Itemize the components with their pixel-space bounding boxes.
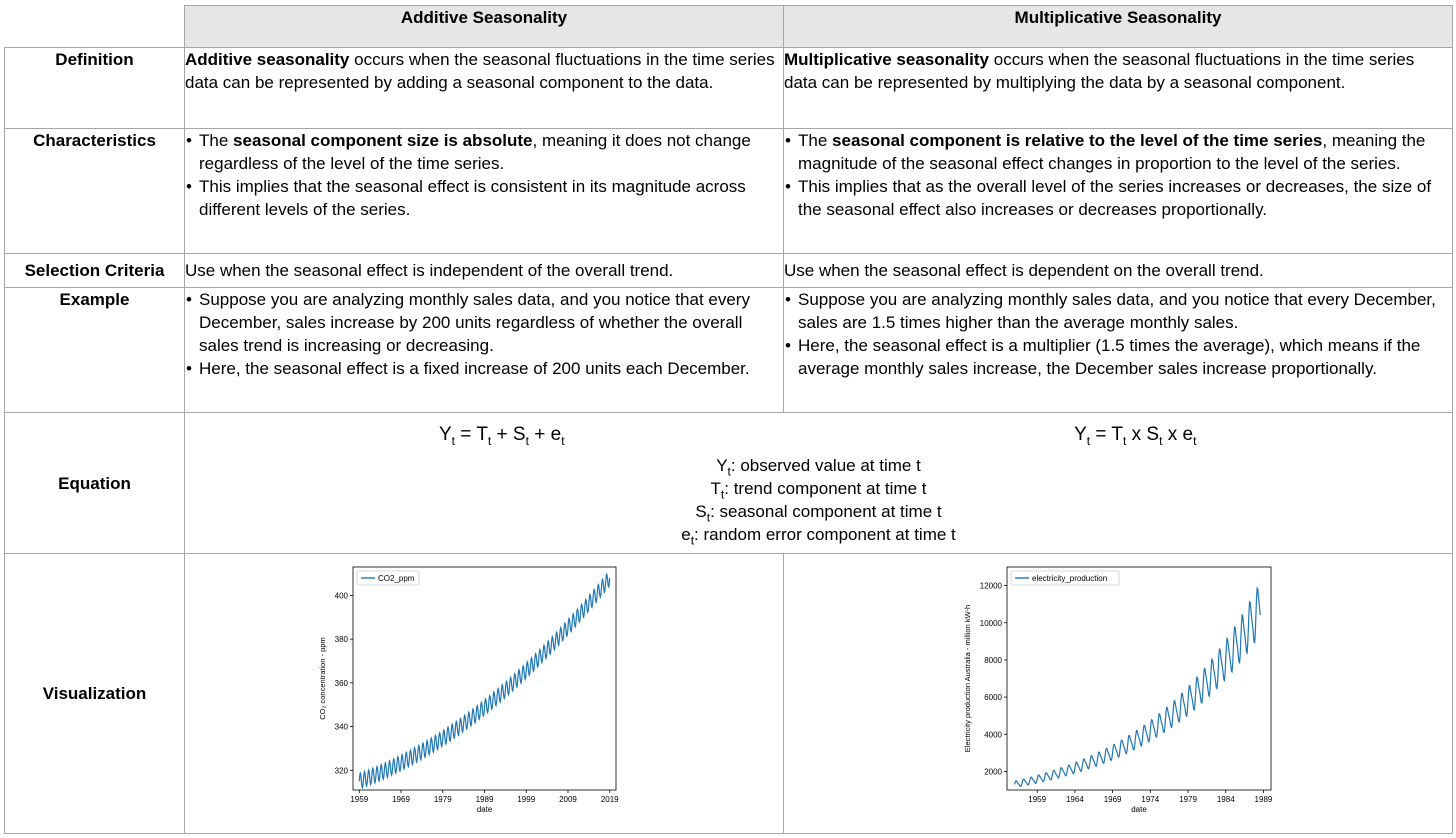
x-tick-label: 1979 bbox=[1179, 795, 1197, 804]
list-item: • Here, the seasonal effect is a multiplier (1.5 times the average), which means if the average monthly sales increase, the December sales increase proportionally. bbox=[798, 334, 1452, 380]
legend-subscript: t bbox=[727, 464, 731, 479]
co2-chart bbox=[185, 554, 783, 832]
bullet-text-rest: , meaning the magnitude of the seasonal effect changes in proportion to the level of the series. bbox=[798, 131, 1426, 173]
formula-subscript: t bbox=[1123, 433, 1127, 448]
x-tick-label: 1969 bbox=[392, 795, 410, 804]
legend-subscript: t bbox=[690, 533, 695, 548]
row-label-equation: Equation bbox=[5, 413, 185, 554]
selection-additive: Use when the seasonal effect is independent of the overall trend. bbox=[185, 254, 784, 288]
legend-subscript: t bbox=[720, 487, 725, 502]
x-tick-label: 1969 bbox=[1103, 795, 1122, 804]
x-tick-label: 2019 bbox=[600, 795, 619, 804]
y-axis-label: CO₂ concentration - ppm bbox=[318, 637, 327, 720]
bullet-text-rest: , meaning it does not change regardless of the level of the time series. bbox=[199, 131, 751, 173]
legend-text: : seasonal component at time t bbox=[710, 502, 942, 521]
formula-operator: = bbox=[1090, 424, 1112, 445]
formula-operator: + bbox=[528, 424, 551, 445]
plot-frame bbox=[353, 567, 616, 790]
row-label-selection: Selection Criteria bbox=[5, 254, 185, 288]
row-label-visualization: Visualization bbox=[5, 554, 185, 834]
legend-line bbox=[185, 477, 1452, 500]
definition-row bbox=[5, 48, 1453, 129]
example-row bbox=[5, 288, 1453, 413]
characteristics-multiplicative bbox=[784, 129, 1453, 254]
equation-formulas bbox=[185, 413, 1452, 446]
legend-label: electricity_production bbox=[1032, 574, 1108, 583]
characteristics-additive-list bbox=[185, 129, 783, 221]
y-tick-label: 2000 bbox=[984, 767, 1002, 777]
y-tick-label: 320 bbox=[334, 766, 348, 776]
y-tick-label: 8000 bbox=[984, 655, 1002, 665]
formula-symbol: S bbox=[512, 424, 526, 445]
legend-line bbox=[185, 523, 1452, 546]
equation-legend bbox=[185, 454, 1452, 546]
visualization-row bbox=[5, 554, 1453, 834]
list-item: • Here, the seasonal effect is a fixed increase of 200 units each December. bbox=[199, 357, 783, 380]
bullet-text-bold: seasonal component is relative to the level of the time series bbox=[832, 131, 1323, 150]
definition-additive-term: Additive seasonality bbox=[185, 50, 350, 69]
formula-subscript: t bbox=[561, 433, 565, 448]
list-item: • This implies that as the overall level of the series increases or decreases, the size of the seasonal effect also increases or decreases proportionally. bbox=[798, 175, 1452, 221]
electricity-chart-container bbox=[784, 554, 1452, 832]
legend-symbol: Y bbox=[716, 456, 728, 475]
definition-additive bbox=[185, 48, 784, 129]
x-tick-label: 1989 bbox=[1254, 795, 1273, 804]
example-additive bbox=[185, 288, 784, 413]
plot-frame bbox=[1007, 567, 1271, 790]
y-tick-label: 400 bbox=[334, 591, 348, 601]
formula-subscript: t bbox=[451, 433, 455, 448]
legend-text: : trend component at time t bbox=[724, 479, 927, 498]
formula-subscript: t bbox=[487, 433, 492, 448]
bullet-text-bold: seasonal component size is absolute bbox=[233, 131, 533, 150]
legend-subscript: t bbox=[706, 510, 711, 525]
legend-label: CO2_ppm bbox=[378, 574, 415, 583]
y-tick-label: 12000 bbox=[979, 581, 1002, 591]
x-axis-label: date bbox=[476, 805, 493, 814]
formula-subscript: t bbox=[1086, 433, 1091, 448]
definition-multiplicative-text: occurs when the seasonal fluctuations in the time series data can be represented by multiplying the data by a seasonal component. bbox=[784, 50, 1415, 92]
selection-row bbox=[5, 254, 1453, 288]
y-tick-label: 4000 bbox=[984, 730, 1002, 740]
formula-subscript: t bbox=[1193, 433, 1197, 448]
corner-cell bbox=[5, 6, 185, 48]
list-item: • Suppose you are analyzing monthly sales data, and you notice that every December, sales increase by 200 units regardless of whether the overall sales trend is increasing or decreasing. bbox=[199, 288, 783, 357]
selection-multiplicative: Use when the seasonal effect is dependent on the overall trend. bbox=[784, 254, 1453, 288]
formula-symbol: S bbox=[1146, 424, 1160, 445]
electricity-chart bbox=[784, 554, 1452, 832]
list-item bbox=[199, 129, 783, 175]
x-tick-label: 1999 bbox=[517, 795, 536, 804]
y-tick-label: 6000 bbox=[984, 693, 1002, 703]
equation-row bbox=[5, 413, 1453, 554]
visualization-additive bbox=[185, 554, 784, 834]
example-additive-list bbox=[185, 288, 783, 380]
legend-text: : observed value at time t bbox=[730, 456, 921, 475]
row-label-definition: Definition bbox=[5, 48, 185, 129]
legend-line bbox=[185, 500, 1452, 523]
definition-multiplicative bbox=[784, 48, 1453, 129]
list-item bbox=[798, 129, 1452, 175]
legend-symbol: S bbox=[695, 502, 707, 521]
formula-operator: x bbox=[1162, 424, 1183, 445]
formula-symbol: T bbox=[476, 424, 488, 445]
legend-symbol: T bbox=[710, 479, 721, 498]
equation-cell bbox=[185, 413, 1453, 554]
characteristics-multiplicative-list bbox=[784, 129, 1452, 221]
list-item: • This implies that the seasonal effect is consistent in its magnitude across different levels of the series. bbox=[199, 175, 783, 221]
definition-additive-text: occurs when the seasonal fluctuations in the time series data can be represented by adding a seasonal component to the data. bbox=[185, 50, 775, 92]
x-tick-label: 1964 bbox=[1065, 795, 1084, 804]
legend-symbol: e bbox=[681, 525, 691, 544]
formula-subscript: t bbox=[1159, 433, 1163, 448]
y-axis-label: Electricity production Australia - million kW-h bbox=[963, 604, 972, 753]
x-tick-label: 1979 bbox=[433, 795, 452, 804]
y-tick-label: 380 bbox=[334, 635, 348, 645]
example-multiplicative-list bbox=[784, 288, 1452, 380]
list-item: • Suppose you are analyzing monthly sales data, and you notice that every December, sales are 1.5 times higher than the average monthly sales. bbox=[798, 288, 1452, 334]
header-multiplicative: Multiplicative Seasonality bbox=[784, 6, 1453, 48]
header-row bbox=[5, 6, 1453, 48]
x-axis-label: date bbox=[1131, 805, 1147, 814]
x-tick-label: 1984 bbox=[1216, 795, 1235, 804]
definition-multiplicative-term: Multiplicative seasonality bbox=[784, 50, 990, 69]
formula-symbol: e bbox=[1182, 424, 1194, 445]
formula-operator: = bbox=[455, 424, 477, 445]
formula-symbol: e bbox=[550, 424, 562, 445]
row-label-example: Example bbox=[5, 288, 185, 413]
characteristics-additive bbox=[185, 129, 784, 254]
characteristics-row bbox=[5, 129, 1453, 254]
series-line bbox=[1015, 588, 1261, 786]
legend-line bbox=[185, 454, 1452, 477]
formula-symbol: Y bbox=[1074, 424, 1087, 445]
co2-chart-container bbox=[185, 554, 783, 832]
multiplicative-formula bbox=[819, 423, 1453, 446]
y-tick-label: 340 bbox=[334, 722, 348, 732]
bullet-text-pre: The bbox=[199, 131, 234, 150]
x-tick-label: 2009 bbox=[559, 795, 577, 804]
visualization-multiplicative bbox=[784, 554, 1453, 834]
seasonality-comparison-table bbox=[4, 5, 1453, 834]
y-tick-label: 10000 bbox=[979, 618, 1002, 628]
x-tick-label: 1959 bbox=[350, 795, 369, 804]
formula-symbol: T bbox=[1111, 424, 1124, 445]
formula-subscript: t bbox=[525, 433, 529, 448]
row-label-characteristics: Characteristics bbox=[5, 129, 185, 254]
header-additive: Additive Seasonality bbox=[185, 6, 784, 48]
legend-text: : random error component at time t bbox=[694, 525, 956, 544]
bullet-text-pre: The bbox=[798, 131, 833, 150]
formula-operator: x bbox=[1126, 424, 1147, 445]
x-tick-label: 1959 bbox=[1028, 795, 1047, 804]
formula-symbol: Y bbox=[438, 424, 452, 445]
example-multiplicative bbox=[784, 288, 1453, 413]
y-tick-label: 360 bbox=[334, 678, 348, 688]
series-line bbox=[359, 574, 609, 788]
formula-operator: + bbox=[491, 424, 513, 445]
additive-formula bbox=[185, 423, 819, 446]
x-tick-label: 1974 bbox=[1141, 795, 1160, 804]
x-tick-label: 1989 bbox=[475, 795, 494, 804]
